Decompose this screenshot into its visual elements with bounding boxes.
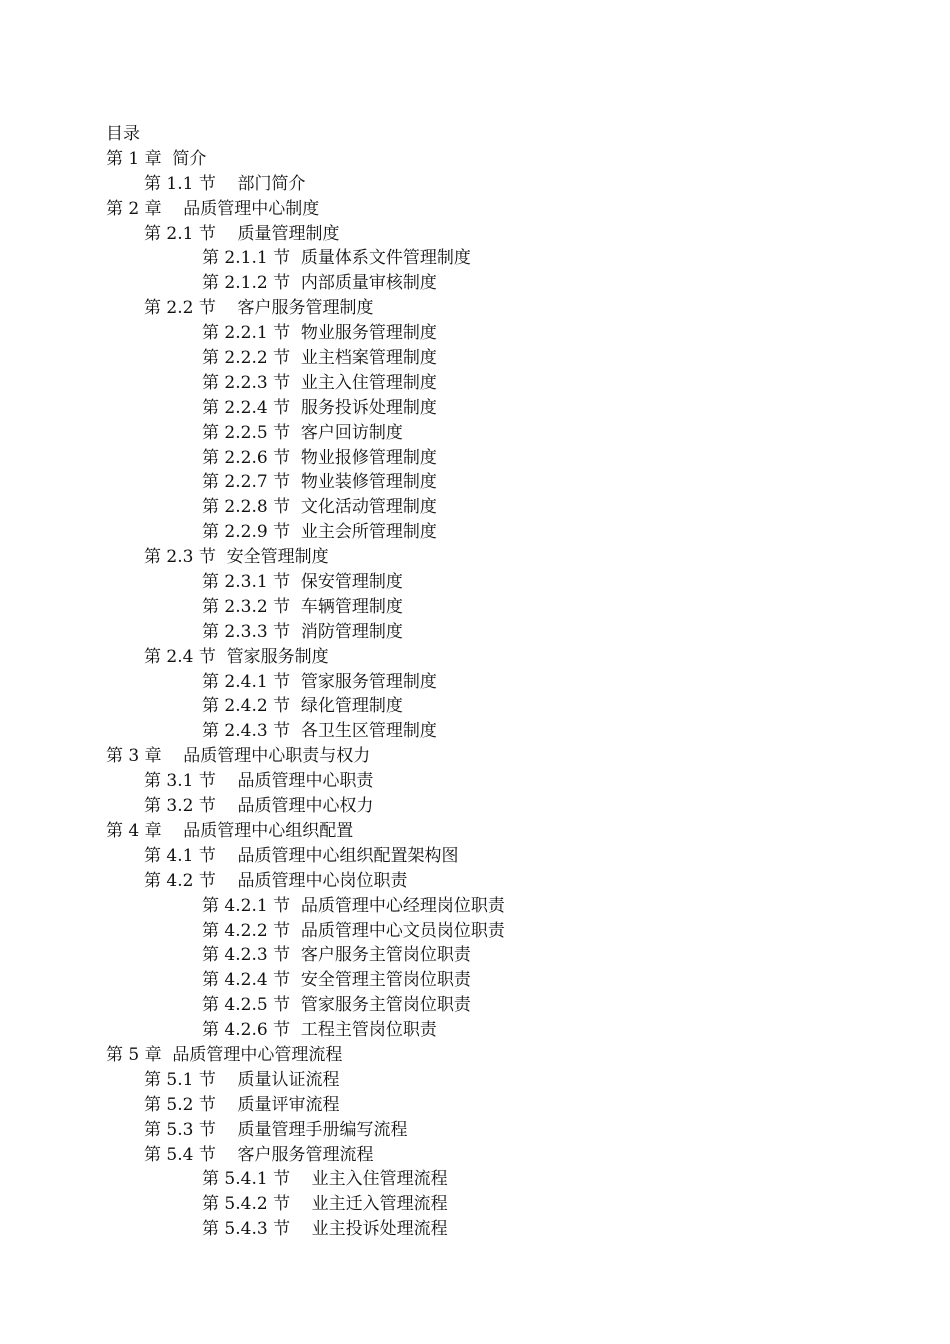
toc-subsection-entry[interactable]: 第 2.2.9 节 业主会所管理制度 [202, 522, 437, 543]
toc-subsection-entry[interactable]: 第 2.2.2 节 业主档案管理制度 [202, 348, 437, 369]
toc-subsection-entry[interactable]: 第 4.2.3 节 客户服务主管岗位职责 [202, 945, 471, 966]
toc-section-entry[interactable]: 第 2.1 节 质量管理制度 [144, 223, 340, 244]
toc-subsection-entry[interactable]: 第 5.4.2 节 业主迁入管理流程 [202, 1194, 448, 1215]
toc-chapter-entry[interactable]: 第 5 章 品质管理中心管理流程 [106, 1044, 343, 1065]
toc-section-entry[interactable]: 第 5.3 节 质量管理手册编写流程 [144, 1119, 408, 1140]
toc-section-entry[interactable]: 第 4.1 节 品质管理中心组织配置架构图 [144, 845, 459, 866]
toc-subsection-entry[interactable]: 第 2.3.1 节 保安管理制度 [202, 572, 403, 593]
toc-subsection-entry[interactable]: 第 5.4.3 节 业主投诉处理流程 [202, 1219, 448, 1240]
toc-subsection-entry[interactable]: 第 4.2.5 节 管家服务主管岗位职责 [202, 995, 471, 1016]
toc-subsection-entry[interactable]: 第 4.2.2 节 品质管理中心文员岗位职责 [202, 920, 505, 941]
toc-subsection-entry[interactable]: 第 4.2.6 节 工程主管岗位职责 [202, 1020, 437, 1041]
toc-subsection-entry[interactable]: 第 2.2.6 节 物业报修管理制度 [202, 447, 437, 468]
toc-section-entry[interactable]: 第 2.3 节 安全管理制度 [144, 547, 329, 568]
toc-subsection-entry[interactable]: 第 2.2.3 节 业主入住管理制度 [202, 372, 437, 393]
toc-subsection-entry[interactable]: 第 2.4.3 节 各卫生区管理制度 [202, 721, 437, 742]
toc-subsection-entry[interactable]: 第 2.2.4 节 服务投诉处理制度 [202, 397, 437, 418]
toc-chapter-entry[interactable]: 第 2 章 品质管理中心制度 [106, 198, 320, 219]
toc-chapter-entry[interactable]: 第 3 章 品质管理中心职责与权力 [106, 746, 371, 767]
toc-chapter-entry[interactable]: 第 4 章 品质管理中心组织配置 [106, 820, 354, 841]
toc-section-entry[interactable]: 第 5.1 节 质量认证流程 [144, 1069, 340, 1090]
toc-title: 目录 [106, 124, 140, 144]
toc-subsection-entry[interactable]: 第 2.3.3 节 消防管理制度 [202, 621, 403, 642]
toc-subsection-entry[interactable]: 第 4.2.4 节 安全管理主管岗位职责 [202, 970, 471, 991]
toc-subsection-entry[interactable]: 第 2.1.1 节 质量体系文件管理制度 [202, 248, 471, 269]
toc-section-entry[interactable]: 第 3.2 节 品质管理中心权力 [144, 796, 374, 817]
toc-section-entry[interactable]: 第 5.4 节 客户服务管理流程 [144, 1144, 374, 1165]
toc-section-entry[interactable]: 第 5.2 节 质量评审流程 [144, 1094, 340, 1115]
toc-subsection-entry[interactable]: 第 2.2.7 节 物业装修管理制度 [202, 472, 437, 493]
toc-section-entry[interactable]: 第 2.4 节 管家服务制度 [144, 646, 329, 667]
toc-subsection-entry[interactable]: 第 2.1.2 节 内部质量审核制度 [202, 273, 437, 294]
toc-section-entry[interactable]: 第 4.2 节 品质管理中心岗位职责 [144, 870, 408, 891]
toc-subsection-entry[interactable]: 第 4.2.1 节 品质管理中心经理岗位职责 [202, 895, 505, 916]
toc-subsection-entry[interactable]: 第 2.2.1 节 物业服务管理制度 [202, 323, 437, 344]
toc-subsection-entry[interactable]: 第 2.4.2 节 绿化管理制度 [202, 696, 403, 717]
table-of-contents [106, 122, 505, 1242]
toc-subsection-entry[interactable]: 第 2.4.1 节 管家服务管理制度 [202, 671, 437, 692]
toc-subsection-entry[interactable]: 第 2.2.8 节 文化活动管理制度 [202, 497, 437, 518]
toc-chapter-entry[interactable]: 第 1 章 简介 [106, 148, 207, 169]
toc-subsection-entry[interactable]: 第 5.4.1 节 业主入住管理流程 [202, 1169, 448, 1190]
toc-subsection-entry[interactable]: 第 2.2.5 节 客户回访制度 [202, 422, 403, 443]
toc-subsection-entry[interactable]: 第 2.3.2 节 车辆管理制度 [202, 596, 403, 617]
toc-section-entry[interactable]: 第 1.1 节 部门简介 [144, 173, 306, 194]
toc-section-entry[interactable]: 第 2.2 节 客户服务管理制度 [144, 298, 374, 319]
toc-section-entry[interactable]: 第 3.1 节 品质管理中心职责 [144, 771, 374, 792]
